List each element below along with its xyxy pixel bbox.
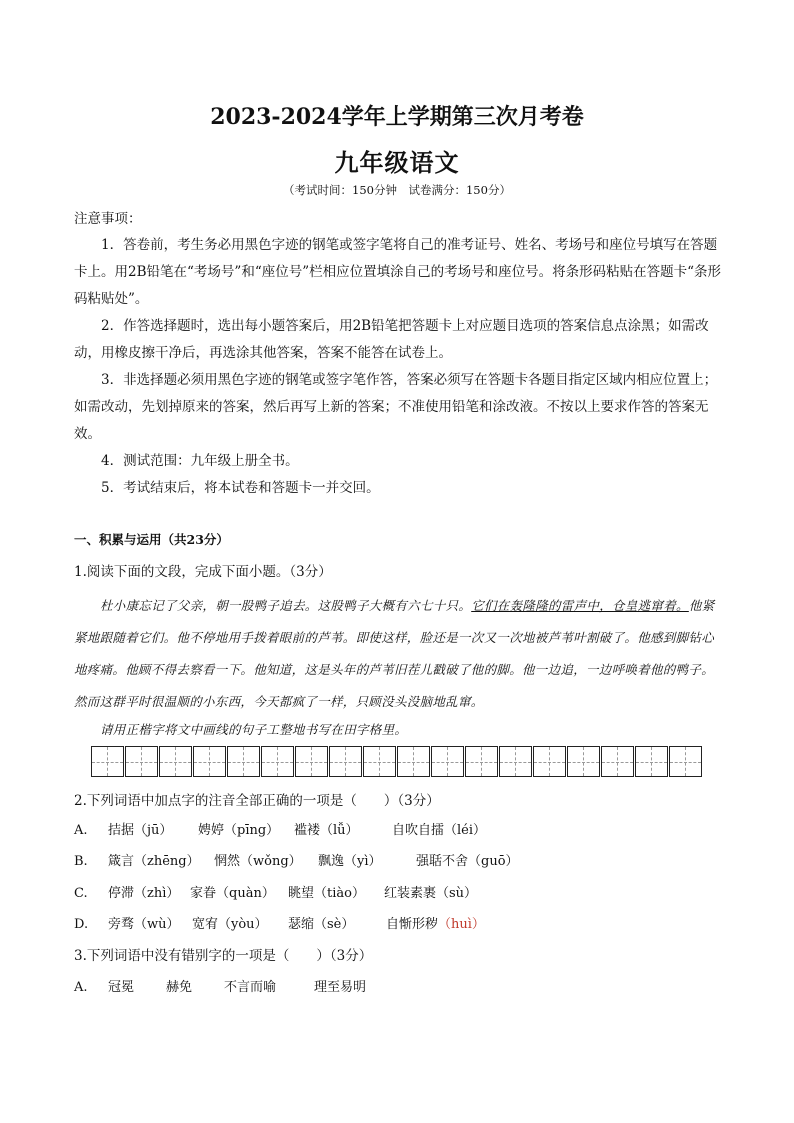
option-label: A. (74, 823, 88, 838)
passage-after: 他紧紧地跟随着它们。他不停地用手拨着眼前的芦苇。即使这样，脸还是一次又一次地被芦苇叶割破了。他感到脚钻心地疼痛。他顾不得去察看一下。他知道，这是头年的芦苇旧茬儿戳破了他的脚。他一边追，一边呼唤着他的鸭子。然而这群平时很温顺的小东西，今天都疯了一样，只顾没头没脑地乱窜。 (74, 598, 715, 709)
grid-cell[interactable] (601, 746, 634, 777)
notice-heading: 注意事项： (74, 211, 142, 227)
grid-cell[interactable] (499, 746, 532, 777)
option-label: C. (74, 886, 88, 901)
passage-underlined-sentence: 它们在轰隆隆的雷声中，仓皇逃窜着。 (471, 598, 689, 613)
word: 理至易明 (314, 980, 367, 995)
word: 拮据（jū） (108, 823, 173, 838)
grid-cell[interactable] (567, 746, 600, 777)
grid-cell[interactable] (159, 746, 192, 777)
q1-passage (74, 590, 722, 718)
q2-option-b[interactable] (74, 849, 519, 875)
word: 冠冕 (108, 980, 135, 995)
grid-cell[interactable] (397, 746, 430, 777)
grid-cell[interactable] (635, 746, 668, 777)
grid-cell[interactable] (465, 746, 498, 777)
grid-cell[interactable] (295, 746, 328, 777)
notice-item-4: 4．测试范围：九年级上册全书。 (101, 453, 299, 469)
option-label: A. (74, 980, 88, 995)
option-label: B. (74, 854, 88, 869)
grid-cell[interactable] (227, 746, 260, 777)
word: 飘逸（yì） (318, 854, 382, 869)
q2-stem: 2.下列词语中加点字的注音全部正确的一项是（ ）（3分） (74, 793, 440, 809)
grid-cell[interactable] (431, 746, 464, 777)
grid-cell[interactable] (329, 746, 362, 777)
grid-cell[interactable] (193, 746, 226, 777)
grid-cell[interactable] (363, 746, 396, 777)
word: 红装素裹（sù） (384, 886, 478, 901)
word: 旁骛（wù） (108, 917, 180, 932)
word: 眺望（tiào） (288, 886, 365, 901)
notice-item-3: 3．非选择题必须用黑色字迹的钢笔或签字笔作答，答案必须写在答题卡各题目指定区域内相应位置上；如需改动，先划掉原来的答案，然后再写上新的答案；不准使用铅笔和涂改液。不按以上要求作答的答案无效。 (74, 372, 718, 442)
word: 停滞（zhì） (108, 886, 180, 901)
notice-item-1: 1．答卷前，考生务必用黑色字迹的钢笔或签字笔将自己的准考证号、姓名、考场号和座位号填写在答题卡上。用2B铅笔在“考场号”和“座位号”栏相应位置填涂自己的考场号和座位号。将条形码粘贴在答题卡“条形码粘贴处”。 (74, 237, 722, 307)
q3-option-a[interactable] (74, 975, 366, 1001)
notice-item-2: 2．作答选择题时，选出每小题答案后，用2B铅笔把答题卡上对应题目选项的答案信息点涂黑；如需改动，用橡皮擦干净后，再选涂其他答案，答案不能答在试卷上。 (74, 318, 709, 361)
word: 宽宥（yòu） (192, 917, 268, 932)
q1-instruction: 请用正楷字将文中画线的句子工整地书写在田字格里。 (100, 722, 408, 737)
exam-subtitle: 九年级语文 (334, 148, 460, 177)
q2-option-d[interactable] (74, 912, 485, 938)
word: 强聒不舍（guō） (416, 854, 519, 869)
passage-before: 杜小康忘记了父亲，朝一股鸭子追去。这股鸭子大概有六七十只。 (100, 598, 472, 613)
q2-option-c[interactable] (74, 881, 477, 907)
word: 自惭形秽 (386, 917, 439, 932)
word: 惘然（wǒng） (214, 854, 302, 869)
grid-cell[interactable] (91, 746, 124, 777)
grid-cell[interactable] (669, 746, 702, 777)
word: 不言而喻 (224, 980, 277, 995)
q1-stem: 1.阅读下面的文段，完成下面小题。（3分） (74, 564, 332, 580)
grid-cell[interactable] (533, 746, 566, 777)
word: 箴言（zhēng） (108, 854, 200, 869)
grid-cell[interactable] (125, 746, 158, 777)
tian-zi-grid[interactable] (91, 746, 703, 779)
q3-stem: 3.下列词语中没有错别字的一项是（ ）（3分） (74, 948, 373, 964)
exam-meta: （考试时间：150分钟 试卷满分：150分） (283, 183, 511, 197)
option-label: D. (74, 917, 89, 932)
section1-heading: 一、积累与运用（共23分） (74, 532, 229, 547)
word: 自吹自擂（léi） (392, 823, 487, 838)
exam-title: 2023-2024学年上学期第三次月考卷 (210, 104, 584, 130)
word: 娉婷（pīng） (198, 823, 280, 838)
word: 家眷（quàn） (190, 886, 275, 901)
grid-cell[interactable] (261, 746, 294, 777)
pinyin-highlight: （huì） (438, 917, 485, 932)
q2-option-a[interactable] (74, 818, 486, 844)
word: 赫免 (166, 980, 193, 995)
notice-item-5: 5．考试结束后，将本试卷和答题卡一并交回。 (101, 480, 380, 496)
word: 褴褛（lǚ） (294, 823, 359, 838)
word: 瑟缩（sè） (288, 917, 355, 932)
